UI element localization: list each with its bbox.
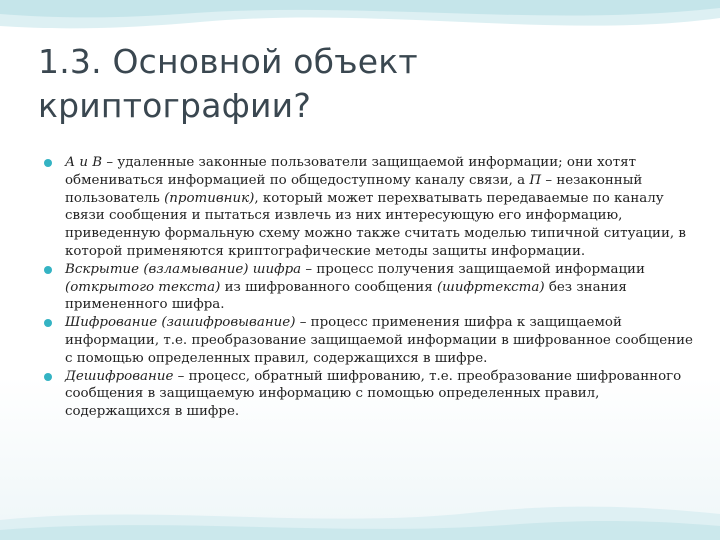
- list-item-text: [65, 261, 694, 314]
- term-encryption: Шифрование (зашифровывание): [65, 315, 296, 331]
- list-item-text: [65, 154, 694, 261]
- slide-title: [38, 40, 678, 128]
- bullet-icon: [44, 373, 52, 381]
- list-item: [44, 314, 694, 367]
- slide-title-line-1: 1.3. Основной объект: [38, 42, 418, 81]
- text-part: , который может перехватывать передаваемые по каналу связи сообщения и пытаться извлечь из них интересующую его информацию, приведенную формальную схему можно также считать моделью типичной ситуации, в которой применяются криптографические методы защиты информации.: [65, 190, 686, 259]
- term-opponent: (противник): [164, 190, 255, 206]
- term-ciphertext: (шифртекста): [436, 279, 545, 295]
- text-part: – незаконный пользователь: [65, 172, 643, 206]
- list-item: [44, 368, 694, 421]
- term-cipher-breaking: Вскрытие (взламывание) шифра: [65, 261, 302, 277]
- text-part: – процесс получения защищаемой информации: [301, 261, 645, 277]
- slide-title-line-2: криптографии?: [38, 86, 312, 125]
- bottom-wave-decoration: [0, 490, 720, 540]
- term-p: П: [529, 172, 542, 188]
- list-item-text: [65, 368, 694, 421]
- bullet-list: [44, 154, 694, 421]
- text-part: – удаленные законные пользователи защищаемой информации; они хотят обмениваться информацией по общедоступному каналу связи, а: [65, 155, 636, 188]
- term-a-b: А и В: [65, 155, 103, 170]
- term-decryption: Дешифрование: [65, 368, 174, 384]
- list-item-text: [65, 314, 694, 367]
- list-item: [44, 261, 694, 314]
- text-part: – процесс, обратный шифрованию, т.е. преобразование шифрованного сообщения в защищаемую информацию с помощью определенных правил, содержащихся в шифре.: [65, 368, 682, 420]
- bullet-icon: [44, 266, 52, 274]
- term-plaintext: (открытого текста): [65, 279, 221, 295]
- bullet-icon: [44, 319, 52, 327]
- bullet-icon: [44, 159, 52, 167]
- list-item: [44, 154, 694, 261]
- text-part: из шифрованного сообщения: [220, 279, 437, 295]
- text-part: без знания примененного шифра.: [65, 279, 627, 313]
- text-part: – процесс применения шифра к защищаемой информации, т.е. преобразование защищаемой информации в шифрованное сообщение с помощью определенных правил, содержащихся в шифре.: [65, 315, 693, 366]
